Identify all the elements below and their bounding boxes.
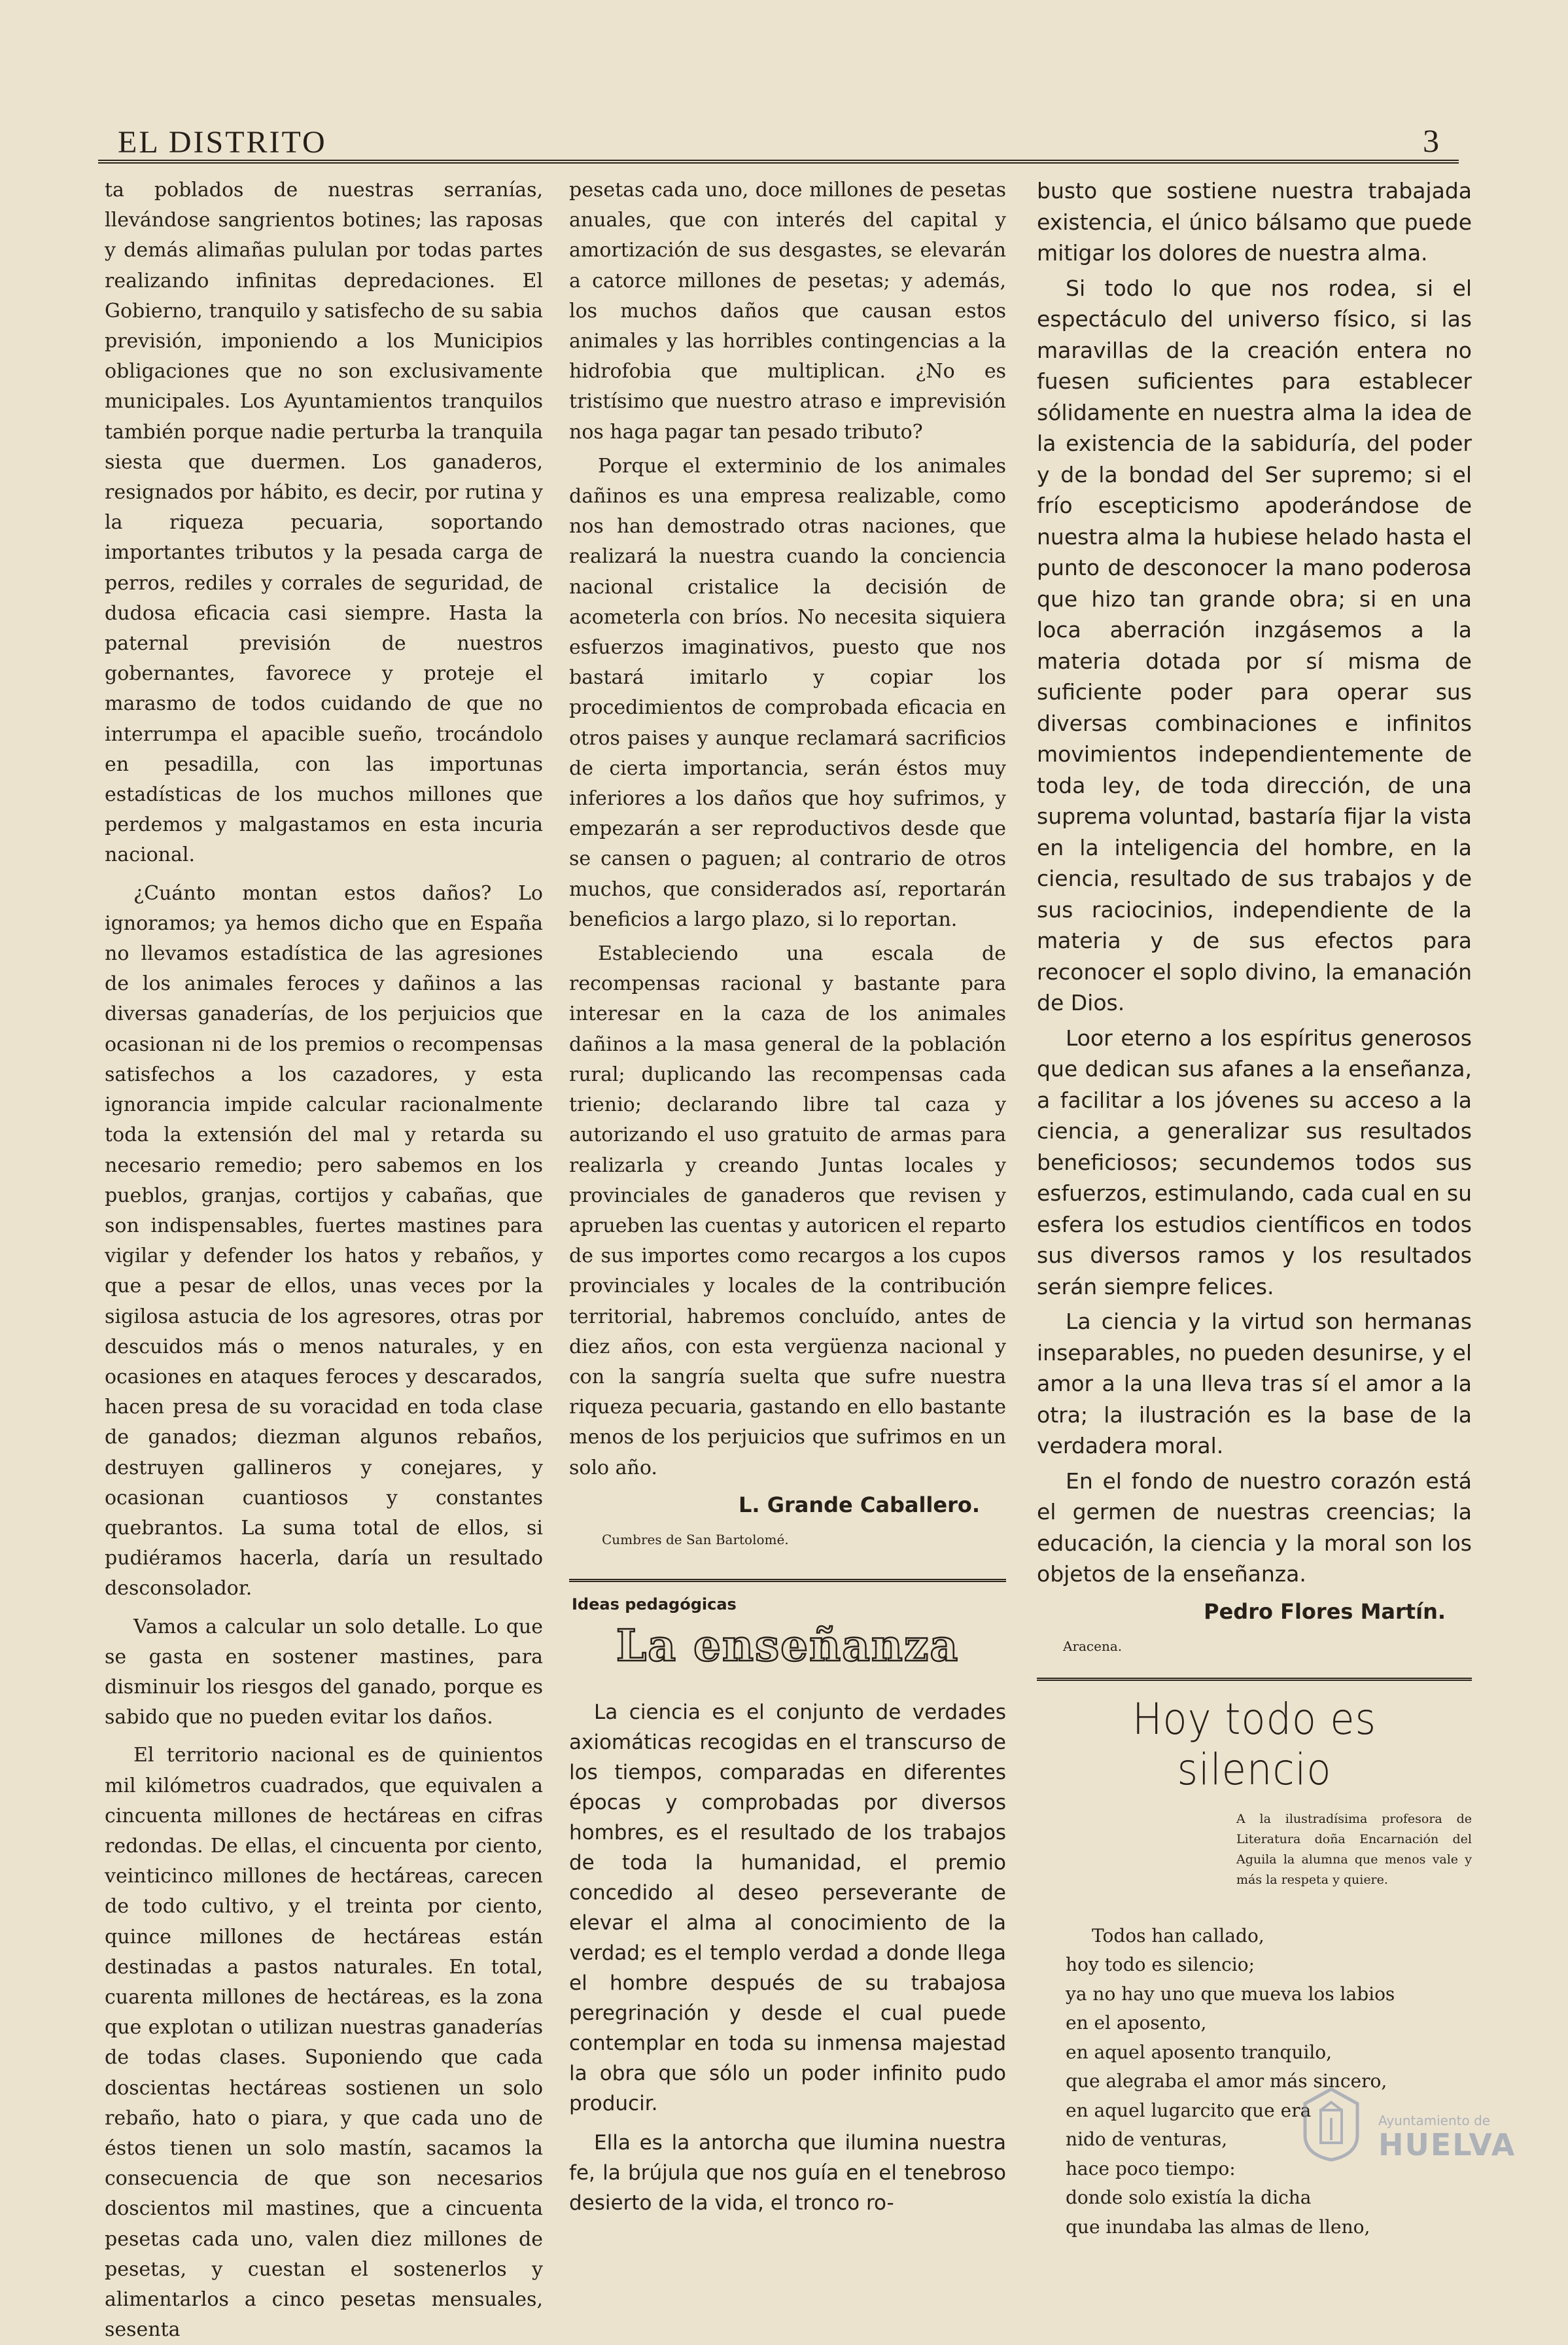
column-2 — [569, 175, 1006, 2218]
poem-line: hoy todo es silencio; — [1066, 1954, 1255, 1975]
masthead-rule — [98, 160, 1459, 164]
paragraph: Loor eterno a los espíritus generosos que dedican sus afanes a la enseñanza, a facilitar a los jóvenes su acceso a la ciencia, a generalizar sus resultados beneficiosos; secundemos todos sus esfuerzos, estimulando, cada cual en su esfera los estudios científicos en todos sus diversos ramos y los resultados serán siempre felices. — [1037, 1025, 1472, 1299]
paragraph: En el fondo de nuestro corazón está el germen de nuestras creencias; la educación, la ciencia y la moral son los objetos de la enseñanza. — [1037, 1468, 1472, 1587]
paragraph: Ella es la antorcha que ilumina nuestra fe, la brújula que nos guía en el tenebroso desierto de la vida, el tronco ro- — [569, 2130, 1006, 2215]
poem-line: nido de venturas, — [1066, 2128, 1228, 2150]
masthead — [98, 119, 1459, 158]
paragraph: ta poblados de nuestras serranías, llevándose sangrientos botines; las raposas y demás alimañas pululan por todas partes realizando infinitas depredaciones. El Gobierno, tranquilo y satisfecho de su sabia previsión, imponiendo a los Municipios obligaciones que no son exclusivamente municipales. Los Ayuntamientos tranquilos también porque nadie perturba la tranquila siesta que duermen. Los ganaderos, resignados por hábito, es decir, por rutina y la riqueza pecuaria, soportando importantes tributos y la pesada carga de perros, rediles y corrales de seguridad, de dudosa eficacia casi siempre. Hasta la paternal previsión de nuestros gobernantes, favorece y proteje el marasmo de todos cuidando de que no interrumpa el apacible sueño, trocándolo en pesadilla, con las importunas estadísticas de los muchos millones que perdemos y malgastamos en esta incuria nacional. — [105, 179, 543, 867]
article-signature: L. Grande Caballero. — [739, 1492, 980, 1517]
paragraph: pesetas cada uno, doce millones de pesetas anuales, que con interés del capital y amortización de sus desgastes, se elevarán a catorce millones de pesetas; y además, los muchos daños que causan estos animales y las horribles contingencias a la hidrofobia que multiplican. ¿No es tristísimo que nuestro atraso e imprevisión nos haga pagar tan pesado tributo? — [569, 179, 1006, 444]
paragraph: Porque el exterminio de los animales dañinos es una empresa realizable, como nos han demostrado otras naciones, que realizará la nuestra cuando la conciencia nacional cristalice la decisión de acometerla con bríos. No necesita siquiera esfuerzos imaginativos, puesto que nos bastará imitarlo y copiar los procedimientos de comprobada eficacia en otros paises y aunque reclamará sacrificios de cierta importancia, serán éstos muy inferiores a los daños que hoy sufrimos, y empezarán a ser reproductivos desde que se cansen o paguen; al contrario de otros muchos, que considerados así, reportarán beneficios a largo plazo, si lo reportan. — [569, 454, 1006, 931]
paragraph: La ciencia es el conjunto de verdades axiomáticas recogidas en el transcurso de los tiempos, comparadas en diferentes épocas y comprobadas por diversos hombres, es el resultado de los trabajos de toda la humanidad, el premio concedido al deseo perseverante de elevar el alma al conocimiento de la verdad; es el templo verdad a donde llega el hombre después de su trabajosa peregrinación y desde el cual puede contemplar en toda su inmensa majestad la obra que sólo un poder infinito pudo producir. — [569, 1700, 1006, 2115]
page-number: 3 — [1423, 122, 1439, 159]
poem-line: en el aposento, — [1066, 2012, 1207, 2034]
column-2-text — [569, 175, 1006, 1483]
section-divider — [1037, 1678, 1472, 1681]
poem — [1066, 1922, 1472, 2242]
paragraph: ¿Cuánto montan estos daños? Lo ignoramos; ya hemos dicho que en España no llevamos estadística de las agresiones de los animales feroces y dañinos a las diversas ganaderías, de los perjuicios que ocasionan ni de los premios o recompensas satisfechos a los cazadores, y esta ignorancia impide calcular racionalmente toda la extensión del mal y retarda su necesario remedio; pero sabemos en los pueblos, granjas, cortijos y cabañas, que son indispensables, fuertes mastines para vigilar y defender los hatos y rebaños, y que a pesar de ellos, unas veces por la sigilosa astucia de los agresores, otras por descuidos más o menos naturales, y en ocasiones en ataques feroces y descarados, hacen presa de su voracidad en toda clase de ganados; diezman algunos rebaños, destruyen gallineros y conejares, y ocasionan cuantiosos y constantes quebrantos. La suma total de ellos, si pudiéramos hacerla, daría un resultado desconsolador. — [105, 881, 543, 1600]
paragraph: busto que sostiene nuestra trabajada existencia, el único bálsamo que puede mitigar los dolores de nuestra alma. — [1037, 178, 1472, 266]
watermark-line-1: Ayuntamiento de — [1378, 2113, 1491, 2128]
article-place: Aracena. — [1063, 1638, 1123, 1654]
poem-line: en aquel lugarcito que era — [1066, 2099, 1312, 2121]
poem-title: Hoy todo es silencio — [1132, 1693, 1377, 1795]
poem-line: que inundaba las almas de lleno, — [1066, 2215, 1370, 2238]
article-signature: Pedro Flores Martín. — [1204, 1598, 1446, 1624]
column-1 — [105, 175, 543, 2345]
column-3-text — [1037, 175, 1472, 1590]
poem-line: Todos han callado, — [1092, 1924, 1264, 1947]
poem-line: ya no hay uno que mueva los labios — [1066, 1983, 1395, 2005]
city-crest-icon — [1298, 2084, 1364, 2162]
section-divider — [569, 1579, 1006, 1582]
poem-line: hace poco tiempo: — [1066, 2157, 1236, 2179]
poem-dedication: A la ilustradísima profesora de Literatura doña Encarnación del Aguila la alumna que menos vale y más la respeta y quiere. — [1236, 1811, 1472, 1887]
paragraph: Estableciendo una escala de recompensas racional y bastante para interesar en la caza de los animales dañinos a la masa general de la población rural; duplicando las recompensas cada trienio; declarando libre tal caza y autorizando el uso gratuito de armas para realizarla y creando Juntas locales y provinciales de ganaderos que revisen y aprueben las cuentas y autoricen el reparto de sus importes como recargos a los cupos provinciales y locales de la contribución territorial, habremos concluído, antes de diez años, con esta vergüenza nacional y con la sangría suelta que sufre nuestra riqueza pecuaria, gastando en ello bastante menos de los perjuicios que sufrimos en un solo año. — [569, 942, 1006, 1479]
paragraph: Si todo lo que nos rodea, si el espectáculo del universo físico, si las maravillas de la creación entera no fuesen suficientes para establecer sólidamente en nuestra alma la idea de la existencia de la sabiduría, del poder y de la bondad del Ser supremo; si el frío escepticismo apoderándose de nuestra alma la hubiese helado hasta el punto de desconocer la mano poderosa que hizo tan grande obra; si en una loca aberración inzgásemos a la materia dotada por sí misma de suficiente poder para operar sus diversas combinaciones e infinitos movimientos independientemente de toda ley, de toda dirección, de una suprema voluntad, bastaría fijar la vista en la inteligencia del hombre, en la ciencia, resultado de sus trabajos y de sus raciocinios, independiente de la materia y de sus efectos para reconocer el soplo divino, la emanación de Dios. — [1037, 275, 1472, 1015]
article-title: La enseñanza — [616, 1619, 960, 1671]
article-place: Cumbres de San Bartolomé. — [602, 1531, 789, 1547]
article-body — [569, 1697, 1006, 2218]
poem-line: en aquel aposento tranquilo, — [1066, 2041, 1333, 2063]
poem-line: que alegraba el amor más sincero, — [1066, 2070, 1387, 2092]
paragraph: Vamos a calcular un solo detalle. Lo que se gasta en sostener mastines, para disminuir los riesgos del ganado, porque es sabido que no pueden evitar los daños. — [105, 1615, 543, 1729]
watermark-logo — [1298, 2084, 1516, 2162]
section-tag: Ideas pedagógicas — [572, 1595, 737, 1613]
paragraph: El territorio nacional es de quinientos mil kilómetros cuadrados, que equivalen a cincuenta millones de hectáreas en cifras redondas. De ellas, el cincuenta por ciento, veinticinco millones de hectáreas, carecen de todo cultivo, y el treinta por ciento, quince millones de hectáreas están destinadas a pastos naturales. En total, cuarenta millones de hectáreas, es la zona que explotan o utilizan nuestras ganaderías de todas clases. Suponiendo que cada doscientas hectáreas sostienen un solo rebaño, hato o piara, y que cada uno de éstos tienen un solo mastín, sacamos la consecuencia de que son necesarios doscientos mil mastines, que a cincuenta pesetas cada uno, valen diez millones de pesetas, y cuestan el sostenerlos y alimentarlos a cinco pesetas mensuales, sesenta — [105, 1744, 543, 2342]
poem-line: donde solo existía la dicha — [1066, 2187, 1312, 2208]
watermark-line-2: HUELVA — [1378, 2127, 1516, 2162]
column-3 — [1037, 175, 1472, 2242]
paragraph: La ciencia y la virtud son hermanas inseparables, no pueden desunirse, y el amor a la una lleva tras sí el amor a la otra; la ilustración es la base de la verdadera moral. — [1037, 1309, 1472, 1458]
column-1-text — [105, 175, 543, 2345]
newspaper-title: EL DISTRITO — [118, 125, 327, 160]
